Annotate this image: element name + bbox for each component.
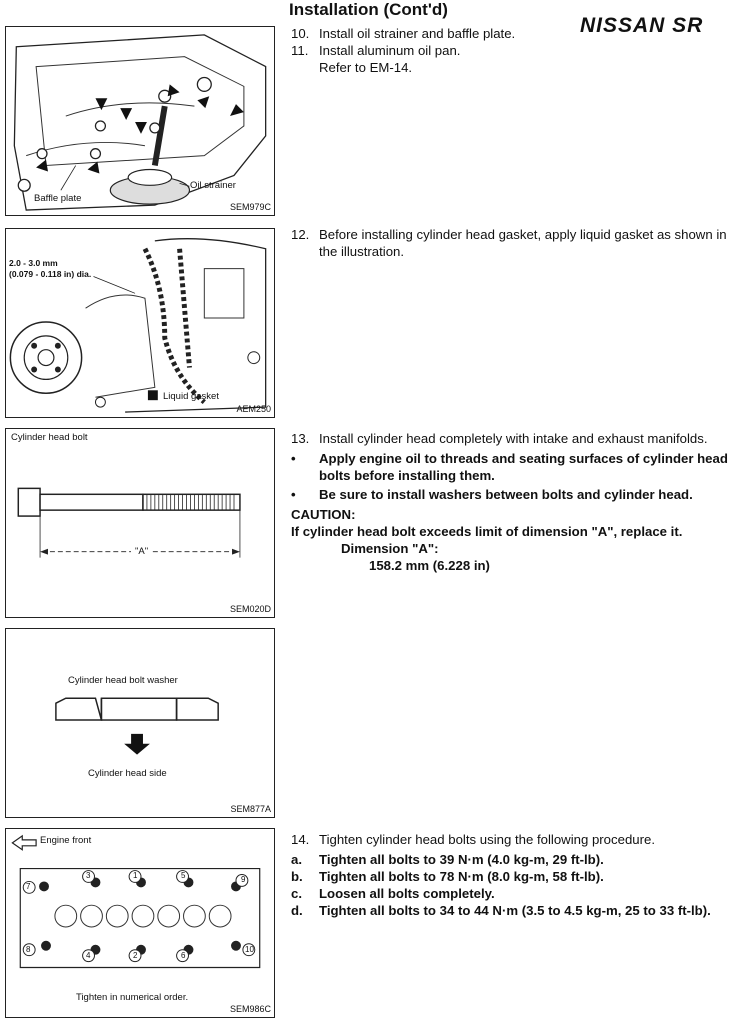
section-title: Installation (Cont'd)	[289, 0, 448, 19]
bolt-number-2: 2	[133, 951, 138, 960]
bolt-number-3: 3	[86, 871, 91, 880]
label-washer: Cylinder head bolt washer	[68, 675, 178, 686]
label-cylinder-head-bolt: Cylinder head bolt	[11, 432, 88, 443]
figure-bolt-washer	[5, 628, 275, 818]
sub-text: Loosen all bolts completely.	[319, 886, 495, 901]
bolt-number-9: 9	[241, 875, 246, 884]
step-text: Install cylinder head completely with intake and exhaust manifolds.	[319, 431, 708, 446]
step-14-sub-c	[291, 885, 739, 902]
step-13-bullet-2	[291, 486, 739, 503]
label-baffle-plate: Baffle plate	[34, 193, 82, 204]
bullet-symbol: •	[291, 487, 296, 502]
label-oil-strainer: Oil strainer	[190, 180, 236, 191]
figure-code: SEM877A	[230, 804, 271, 814]
bolt-number-1: 1	[133, 871, 138, 880]
steps-14	[291, 831, 739, 919]
label-engine-front: Engine front	[40, 835, 92, 846]
tighten-order-illustration	[6, 829, 274, 1017]
bullet-symbol: •	[291, 451, 296, 466]
step-number: 11.	[291, 43, 309, 58]
bolt-number-4: 4	[86, 951, 91, 960]
step-text: Install aluminum oil pan.	[319, 43, 461, 58]
step-14-sub-b	[291, 868, 739, 885]
figure-oil-strainer	[5, 26, 275, 216]
label-dimension-a: "A"	[131, 547, 152, 557]
step-number: 10.	[291, 26, 310, 41]
label-diameter: 2.0 - 3.0 mm	[9, 258, 58, 268]
label-cylinder-head-side: Cylinder head side	[88, 768, 167, 779]
bolt-number-5: 5	[181, 871, 186, 880]
head-bolt-illustration	[6, 429, 274, 617]
step-13-bullet-1	[291, 450, 739, 484]
brand-label: NISSAN SR	[580, 14, 704, 37]
step-13	[291, 430, 739, 447]
step-14-sub-a	[291, 851, 739, 868]
figure-head-bolt	[5, 428, 275, 618]
step-10	[291, 25, 566, 42]
label-tighten-order: Tighten in numerical order.	[76, 992, 189, 1003]
sub-letter: a.	[291, 852, 302, 867]
step-text: Install oil strainer and baffle plate.	[319, 26, 516, 41]
figure-code: SEM979C	[229, 202, 271, 212]
label-diameter-inch: (0.079 - 0.118 in) dia.	[9, 269, 92, 279]
caution-title: CAUTION:	[291, 507, 356, 522]
step-number: 13.	[291, 431, 310, 446]
step-text: Before installing cylinder head gasket, apply liquid gasket as shown in the illustration.	[319, 227, 727, 259]
step-number: 14.	[291, 832, 310, 847]
sub-text: Tighten all bolts to 78 N·m (8.0 kg-m, 58 ft-lb).	[319, 869, 604, 884]
bullet-text: Be sure to install washers between bolts and cylinder head.	[319, 487, 693, 502]
label-liquid-gasket: Liquid gasket	[163, 391, 219, 402]
sub-letter: d.	[291, 903, 303, 918]
step-number: 12.	[291, 227, 310, 242]
step-14	[291, 831, 739, 848]
steps-10-11	[291, 25, 566, 76]
bolt-number-6: 6	[181, 951, 186, 960]
step-reference: Refer to EM-14.	[319, 60, 413, 75]
bolt-number-10: 10	[245, 945, 254, 954]
steps-13	[291, 430, 739, 574]
step-11	[291, 42, 566, 76]
figure-tighten-order	[5, 828, 275, 1018]
figure-code: AEM250	[236, 404, 271, 414]
dimension-label: Dimension "A":	[341, 541, 439, 556]
sub-text: Tighten all bolts to 39 N·m (4.0 kg-m, 29 ft-lb).	[319, 852, 604, 867]
bolt-number-7: 7	[26, 882, 31, 891]
steps-12	[291, 226, 739, 260]
sub-text: Tighten all bolts to 34 to 44 N·m (3.5 to 4.5 kg-m, 25 to 33 ft-lb).	[319, 903, 711, 918]
caution-text: If cylinder head bolt exceeds limit of dimension "A", replace it.	[291, 524, 683, 539]
figure-liquid-gasket	[5, 228, 275, 418]
bolt-number-8: 8	[26, 945, 31, 954]
bullet-text: Apply engine oil to threads and seating surfaces of cylinder head bolts before installing them.	[319, 451, 728, 483]
sub-letter: c.	[291, 886, 302, 901]
figure-code: SEM986C	[229, 1004, 271, 1014]
figure-code: SEM020D	[229, 604, 271, 614]
step-14-sub-d	[291, 902, 739, 919]
step-12	[291, 226, 739, 260]
dimension-value: 158.2 mm (6.228 in)	[369, 558, 490, 573]
step-text: Tighten cylinder head bolts using the following procedure.	[319, 832, 655, 847]
bolt-washer-illustration	[6, 629, 274, 817]
sub-letter: b.	[291, 869, 303, 884]
